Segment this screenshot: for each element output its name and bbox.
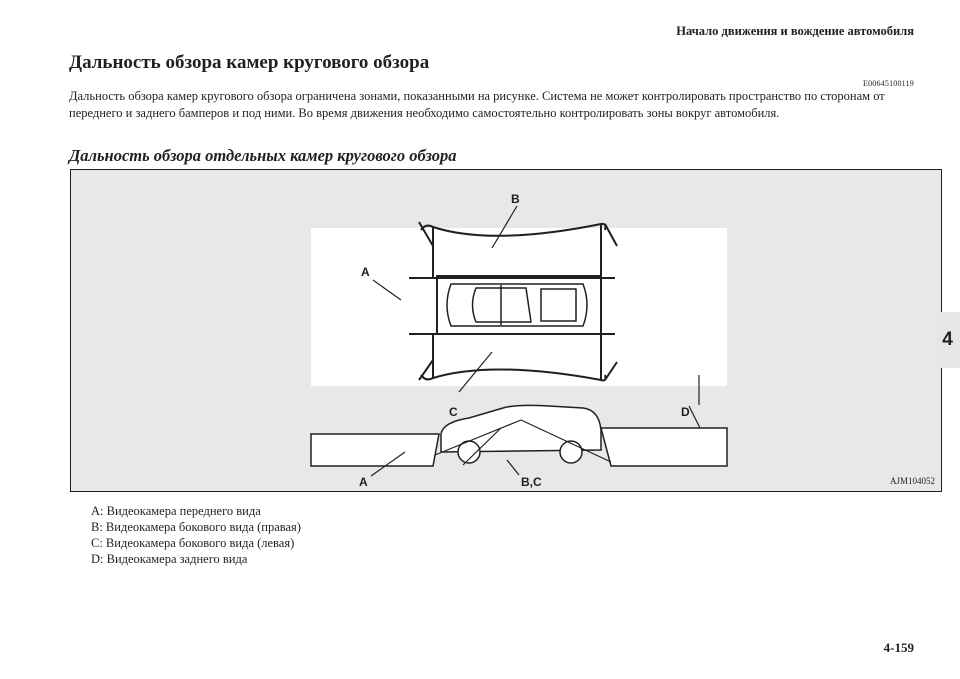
figure-code: AJM104052: [889, 476, 935, 486]
legend-item: C: Видеокамера бокового вида (левая): [91, 536, 295, 550]
camera-range-diagram: [71, 170, 941, 491]
running-header: Начало движения и вождение автомобиля: [676, 24, 914, 38]
legend-item: A: Видеокамера переднего вида: [91, 504, 261, 518]
callout-b-top: B: [511, 192, 520, 206]
callout-a-bottom: A: [359, 475, 368, 489]
callout-a-top: A: [361, 265, 370, 279]
legend-item: B: Видеокамера бокового вида (правая): [91, 520, 301, 534]
page-number: 4-159: [883, 640, 914, 655]
callout-c: C: [449, 405, 458, 419]
side-view-zone-rear: [601, 428, 727, 466]
legend-item: D: Видеокамера заднего вида: [91, 552, 248, 566]
leader-d-low: [689, 406, 701, 430]
section-body: Дальность обзора камер кругового обзора ограничена зонами, показанными на рисунке. Система не может контролировать пространство по сторонам от переднего и заднего бамперов и под ними. Во время движения необходимо самостоятельно контролировать зоны вокруг автомобиля.: [69, 89, 885, 120]
callout-bc-bottom: B,C: [521, 475, 542, 489]
car-top-view: [447, 284, 587, 326]
camera-range-figure: [70, 169, 942, 492]
document-code: E00645100119: [863, 79, 914, 88]
side-view-zone: [311, 434, 439, 466]
subsection-title: Дальность обзора отдельных камер кругового обзора: [69, 146, 457, 165]
leader-bc-bottom: [507, 460, 519, 475]
section-title: Дальность обзора камер кругового обзора: [69, 52, 430, 73]
car-side-view: [441, 405, 601, 463]
callout-d: D: [681, 405, 690, 419]
chapter-tab: 4: [935, 312, 960, 368]
camera-legend: [91, 503, 301, 567]
